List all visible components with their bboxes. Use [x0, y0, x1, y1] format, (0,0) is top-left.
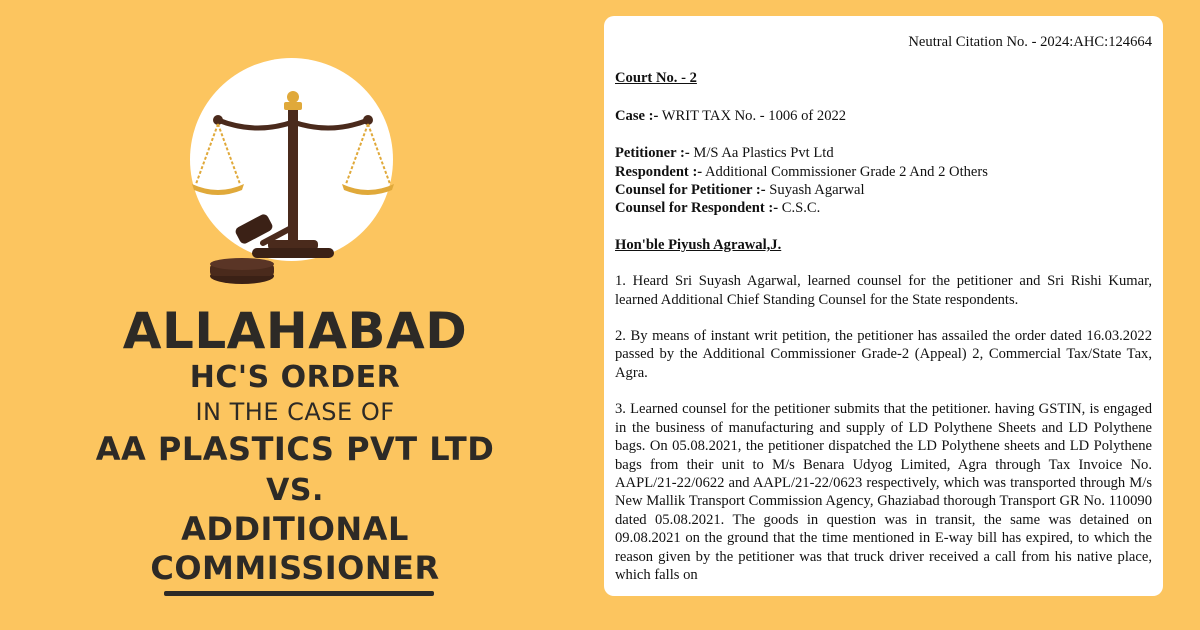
respondent-counsel-line — [615, 199, 1152, 217]
order-paragraph: 1. Heard Sri Suyash Agarwal, learned counsel for the petitioner and Sri Rishi Kumar, learned Additional Chief Standing Counsel for the State respondents. — [615, 273, 1152, 308]
headline-vs: VS. — [266, 473, 324, 508]
party-value: Additional Commissioner Grade 2 And 2 Others — [702, 163, 988, 180]
order-paragraph: 2. By means of instant writ petition, the petitioner has assailed the order dated 16.03.2022 passed by the Additional Commissioner Grade-2 (Appeal) 2, Commercial Tax/State Tax, Agra. — [615, 328, 1152, 381]
party-label: Respondent :- — [615, 163, 703, 180]
headline-respondent-line1: ADDITIONAL — [181, 510, 409, 548]
headline-respondent-line2: COMMISSIONER — [150, 549, 440, 587]
headline-court: ALLAHABAD — [122, 302, 468, 360]
party-value: Suyash Agarwal — [765, 182, 865, 199]
party-label: Counsel for Petitioner :- — [615, 182, 766, 199]
case-line — [615, 107, 1152, 125]
scales-of-justice-icon — [180, 80, 410, 290]
case-value: WRIT TAX No. - 1006 of 2022 — [658, 107, 847, 124]
petitioner-counsel-line — [615, 181, 1152, 199]
headline-petitioner: AA PLASTICS PVT LTD — [95, 430, 495, 468]
court-number: Court No. - 2 — [615, 70, 697, 87]
order-paragraph: 3. Learned counsel for the petitioner submits that the petitioner. having GSTIN, is engaged in the business of manufacturing and supply of LD Polythene Sheets and LD Polythene bags. On 05.08.2021, the petitioner dispatched the LD Polythene sheets and LD Polythene bags from their unit to M/s Benara Udyog Limited, Agra through Tax Invoice No. AAPL/21-22/0622 and AAPL/21-22/0623 respectively, which was transported through M/s New Mallik Transport Commission Agency, Ghaziabad thorough Transport GR No. 110090 dated 05.08.2021. The goods in question was in transit, the same was detained on 09.08.2021 on the ground that the time mentioned in E-way bill has expired, to which the reason given by the petitioner was that truck driver received a call from his native place, which falls on — [615, 401, 1152, 583]
headline-in-the-case-of: IN THE CASE OF — [195, 398, 395, 426]
respondent-line — [615, 163, 1152, 181]
headline-order: HC'S ORDER — [189, 360, 401, 395]
headline-underline — [164, 591, 434, 596]
party-label: Counsel for Respondent :- — [615, 200, 779, 217]
case-label: Case :- — [615, 107, 659, 124]
document-body — [615, 33, 1152, 596]
party-label: Petitioner :- — [615, 145, 690, 162]
party-value: M/S Aa Plastics Pvt Ltd — [689, 145, 834, 162]
judge-name: Hon'ble Piyush Agrawal,J. — [615, 236, 782, 253]
petitioner-line — [615, 144, 1152, 162]
title-panel — [0, 0, 590, 630]
party-value: C.S.C. — [778, 200, 821, 217]
neutral-citation: Neutral Citation No. - 2024:AHC:124664 — [908, 34, 1152, 50]
court-order-document — [604, 16, 1163, 596]
